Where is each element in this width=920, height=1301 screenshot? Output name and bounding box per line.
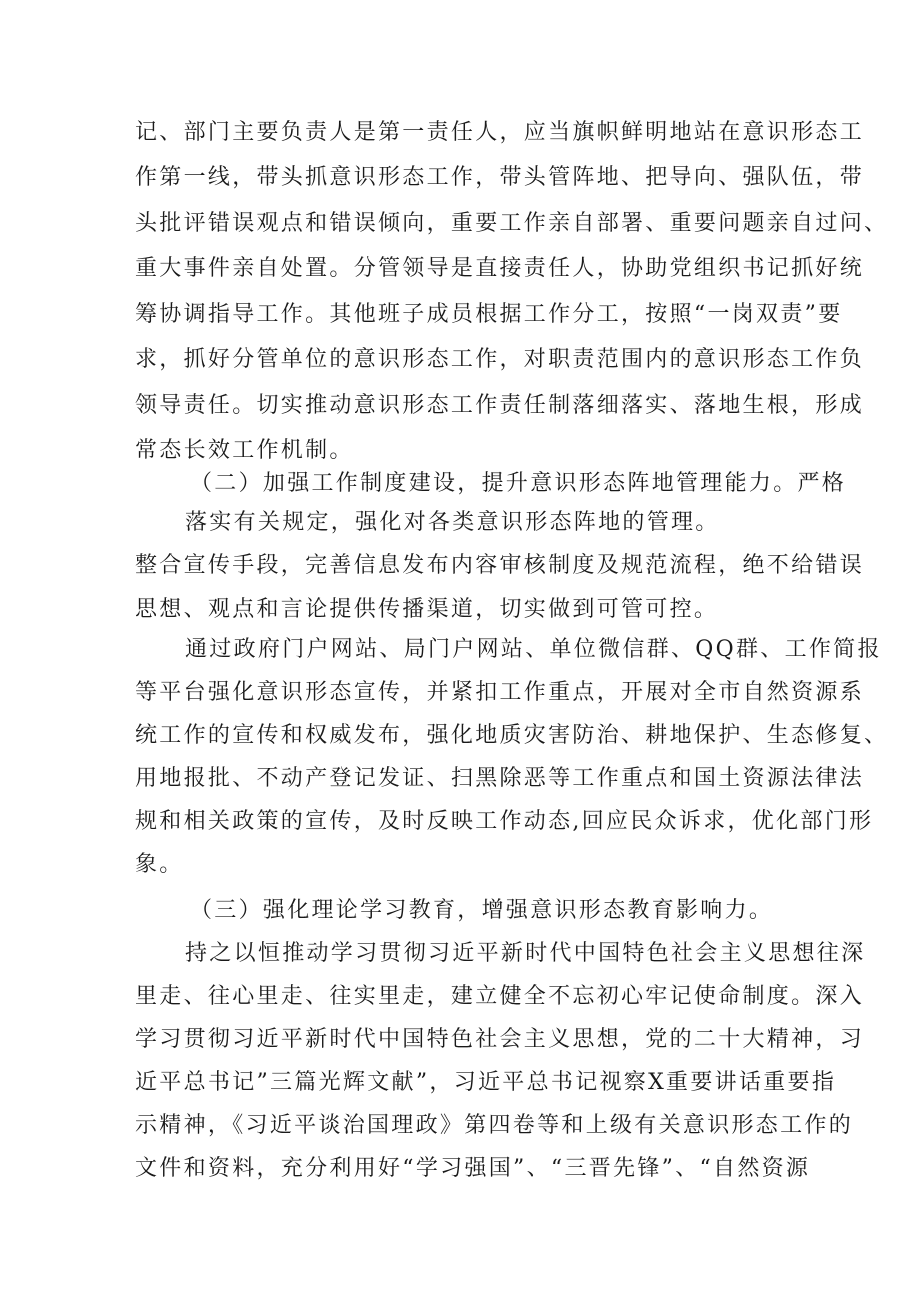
text-line: 重大事件亲自处置。分管领导是直接责任人，协助党组织书记抓好统 bbox=[135, 256, 865, 281]
text-line: 统工作的宣传和权威发布，强化地质灾害防治、耕地保护、生态修复、 bbox=[135, 723, 889, 748]
text-line: 学习贯彻习近平新时代中国特色社会主义思想，党的二十大精神，习 bbox=[135, 1027, 865, 1052]
text-line: 求，抓好分管单位的意识形态工作，对职责范围内的意识形态工作负 bbox=[135, 347, 865, 372]
text-line: 示精神，《习近平谈治国理政》第四卷等和上级有关意识形态工作的 bbox=[135, 1113, 854, 1138]
text-line: 近平总书记”三篇光辉文献”，习近平总书记视察X重要讲话重要指 bbox=[135, 1070, 837, 1095]
text-line: 持之以恒推动学习贯彻习近平新时代中国特色社会主义思想往深 bbox=[185, 941, 866, 966]
text-line: 等平台强化意识形态宣传，并紧扣工作重点，开展对全市自然资源系 bbox=[135, 680, 865, 705]
text-line: 筹协调指导工作。其他班子成员根据工作分工，按照“一岗双责”要 bbox=[135, 302, 843, 327]
text-line: 记、部门主要负责人是第一责任人，应当旗帜鲜明地站在意识形态工 bbox=[135, 120, 865, 145]
section-heading: （二）加强工作制度建设，提升意识形态阵地管理能力。严格 bbox=[190, 471, 847, 496]
text-line: 落实有关规定，强化对各类意识形态阵地的管理。 bbox=[185, 510, 720, 535]
text-line: 思想、观点和言论提供传播渠道，切实做到可管可控。 bbox=[135, 597, 719, 622]
text-line: 通过政府门户网站、局门户网站、单位微信群、QQ群、工作简报 bbox=[185, 637, 882, 662]
text-line: 常态长效工作机制。 bbox=[135, 438, 354, 463]
text-line: 整合宣传手段，完善信息发布内容审核制度及规范流程，绝不给错误 bbox=[135, 553, 865, 578]
text-line: 领导责任。切实推动意识形态工作责任制落细落实、落地生根，形成 bbox=[135, 393, 865, 418]
text-line: 规和相关政策的宣传，及时反映工作动态,回应民众诉求，优化部门形 bbox=[135, 809, 874, 834]
text-line: 用地报批、不动产登记发证、扫黑除恶等工作重点和国土资源法律法 bbox=[135, 766, 865, 791]
text-line: 作第一线，带头抓意识形态工作，带头管阵地、把导向、强队伍，带 bbox=[135, 165, 865, 190]
text-line: 象。 bbox=[135, 852, 184, 877]
text-line: 头批评错误观点和错误倾向，重要工作亲自部署、重要问题亲自过问、 bbox=[135, 211, 889, 236]
section-heading: （三）强化理论学习教育，增强意识形态教育影响力。 bbox=[190, 898, 774, 923]
text-line: 文件和资料，充分利用好“学习强国”、“三晋先锋”、“自然资源 bbox=[135, 1156, 811, 1181]
text-line: 里走、往心里走、往实里走，建立健全不忘初心牢记使命制度。深入 bbox=[135, 984, 865, 1009]
